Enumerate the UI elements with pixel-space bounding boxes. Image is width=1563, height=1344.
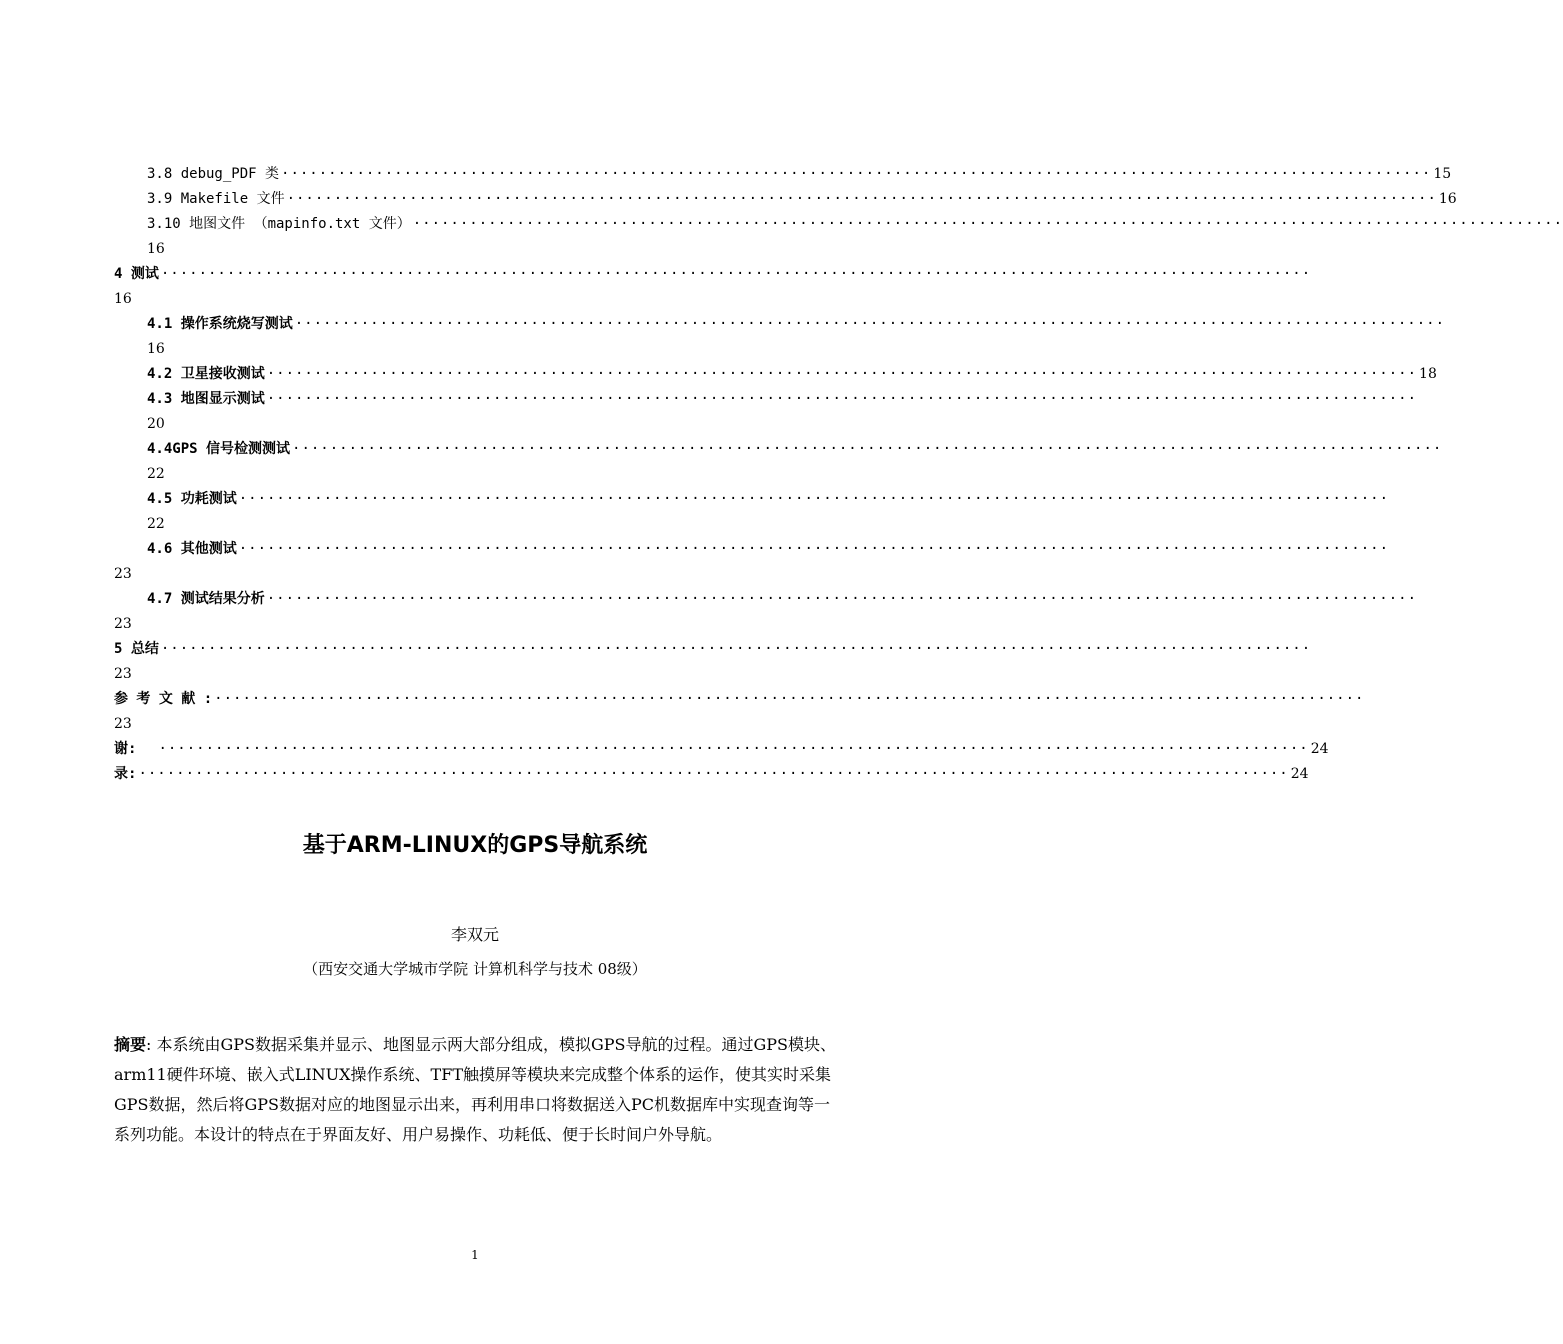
toc-entry-page: 18 (1419, 366, 1437, 382)
toc-entry-label: 4.6 其他测试 (147, 541, 237, 557)
toc-entry-label: 4 测试 (114, 266, 159, 282)
toc-entry-label: 3.8 debug_PDF 类 (147, 166, 280, 182)
toc-entry-page: 20 (147, 416, 165, 432)
abstract-text: : 本系统由GPS数据采集并显示、地图显示两大部分组成，模拟GPS导航的过程。通过GPS模块、arm11硬件环境、嵌入式LINUX操作系统、TFT触摸屏等模块来完成整个体系的运作，使其实时采集GPS数据，然后将GPS数据对应的地图显示出来，再利用串口将数据送入PC机数据库中实现查询等一系列功能。本设计的特点在于界面友好、用户易操作、功耗低、便于长时间户外导航。 (114, 1035, 837, 1144)
toc-leader-dots: ·························································································································· (292, 441, 1443, 457)
toc-entry-page: 24 (1310, 741, 1329, 757)
toc-entry-page: 16 (147, 341, 165, 357)
toc-leader-dots: ·························································································································· (266, 366, 1418, 382)
toc-entry-page: 23 (114, 566, 132, 582)
toc-entry-page: 16 (1438, 191, 1457, 207)
toc-entry-appendix[interactable] (114, 764, 1309, 784)
toc-entry-label: 4.1 操作系统烧写测试 (147, 316, 293, 332)
toc-entry-label: 4.3 地图显示测试 (147, 391, 265, 407)
toc-entry-page: 22 (147, 516, 165, 532)
toc-entry-label: 参 考 文 献 : (114, 691, 213, 707)
toc-entry-4-7[interactable] (147, 589, 1418, 609)
toc-leader-dots: ·························································································································· (160, 266, 1312, 282)
toc-leader-dots: ·························································································································· (158, 741, 1309, 757)
toc-entry-page: 23 (114, 716, 132, 732)
toc-entry-3-9[interactable] (147, 189, 1457, 209)
toc-entry-page: 23 (114, 616, 132, 632)
toc-entry-label: 4.4GPS 信号检测测试 (147, 441, 291, 457)
toc-leader-dots: ·························································································································· (266, 591, 1418, 607)
toc-entry-page: 22 (147, 466, 165, 482)
toc-entry-page: 16 (114, 291, 132, 307)
toc-leader-dots: ·························································································································· (412, 216, 1563, 232)
toc-entry-label: 4.2 卫星接收测试 (147, 366, 265, 382)
toc-leader-dots: ·························································································································· (286, 191, 1437, 207)
toc-entry-label: 3.9 Makefile 文件 (147, 191, 285, 207)
toc-entry-label: 谢: (114, 741, 137, 757)
toc-entry-label: 4.5 功耗测试 (147, 491, 237, 507)
toc-leader-dots: ·························································································································· (294, 316, 1446, 332)
toc-entry-3-8[interactable] (147, 164, 1452, 184)
toc-leader-dots: ·························································································································· (281, 166, 1432, 182)
toc-entry-acknowledgement[interactable] (114, 739, 1329, 759)
toc-entry-label: 5 总结 (114, 641, 159, 657)
toc-entry-page: 23 (114, 666, 132, 682)
page-number: 1 (471, 1248, 479, 1262)
toc-entry-page: 15 (1433, 166, 1452, 182)
toc-entry-4-5[interactable] (147, 489, 1390, 509)
toc-entry-4[interactable] (114, 264, 1312, 284)
toc-entry-3-10[interactable] (147, 214, 1563, 234)
toc-entry-5[interactable] (114, 639, 1312, 659)
toc-entry-4-1[interactable] (147, 314, 1446, 334)
toc-entry-label: 3.10 地图文件 （mapinfo.txt 文件） (147, 216, 411, 232)
abstract-label: 摘要 (114, 1035, 147, 1054)
toc-entry-4-2[interactable] (147, 364, 1437, 384)
toc-entry-label: 录: (114, 766, 137, 782)
toc-entry-4-6[interactable] (147, 539, 1390, 559)
toc-leader-dots: ·························································································································· (238, 541, 1390, 557)
toc-entry-4-4[interactable] (147, 439, 1443, 459)
abstract (114, 1030, 844, 1150)
toc-entry-page: 16 (147, 241, 165, 257)
toc-leader-dots: ·························································································································· (266, 391, 1418, 407)
toc-entry-references[interactable] (114, 689, 1365, 709)
author-name: 李双元 (450, 925, 499, 944)
toc-leader-dots: ·························································································································· (160, 641, 1312, 657)
author-affiliation: （西安交通大学城市学院 计算机科学与技术 08级） (303, 960, 647, 978)
toc-leader-dots: ·························································································································· (238, 491, 1390, 507)
toc-entry-4-3[interactable] (147, 389, 1418, 409)
toc-entry-label: 4.7 测试结果分析 (147, 591, 265, 607)
toc-entry-page: 24 (1290, 766, 1309, 782)
toc-leader-dots: ·························································································································· (214, 691, 1365, 707)
toc-leader-dots: ·························································································································· (138, 766, 1289, 782)
paper-title: 基于ARM-LINUX的GPS导航系统 (302, 833, 648, 858)
